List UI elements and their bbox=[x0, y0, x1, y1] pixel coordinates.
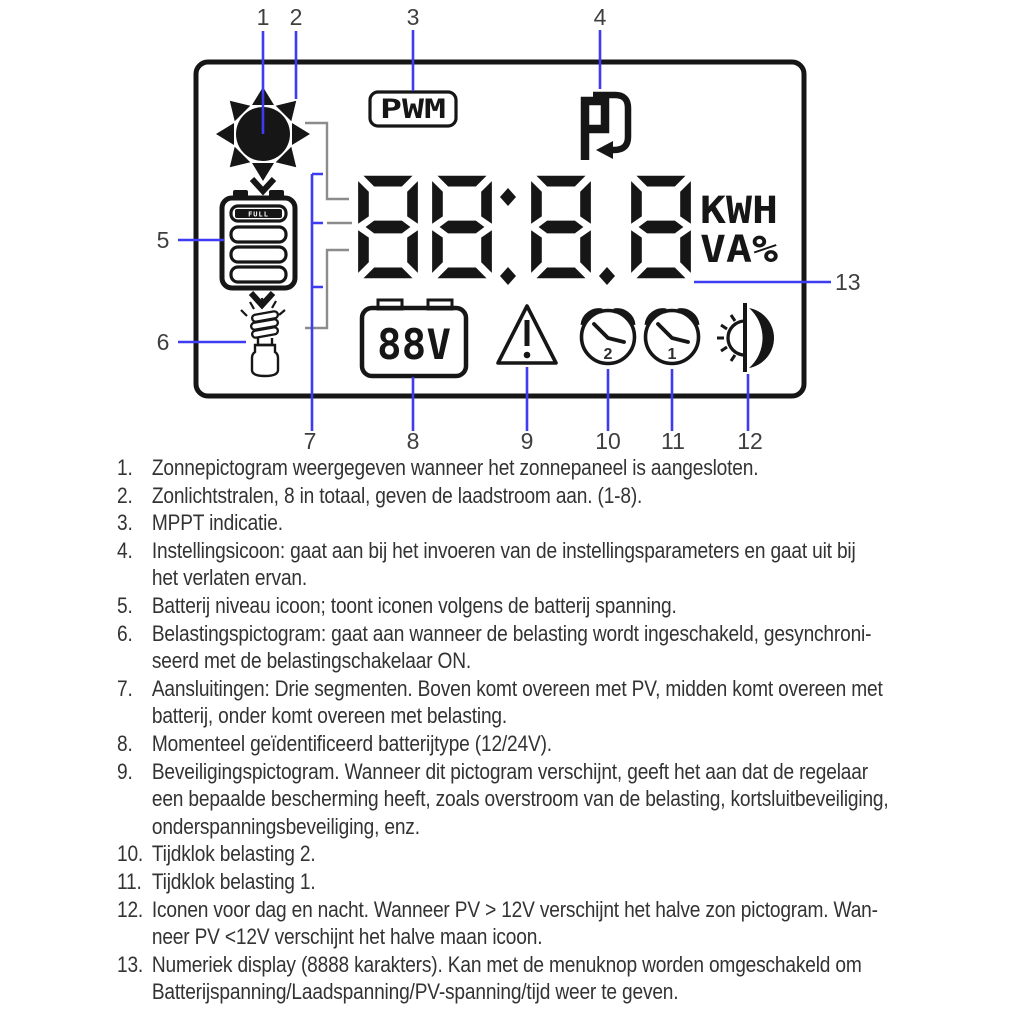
lcd-diagram bbox=[0, 0, 1024, 455]
legend-item bbox=[117, 951, 882, 1006]
legend-item-text: Batterijspanning/Laadspanning/PV-spanning/tijd weer te geven. bbox=[151, 979, 679, 1005]
legend-item-number: 2. bbox=[117, 482, 133, 508]
callout-label-5: 5 bbox=[156, 227, 170, 253]
legend-item bbox=[117, 896, 882, 951]
legend-item-number: 6. bbox=[117, 620, 133, 646]
pwm-label: PWM bbox=[380, 94, 446, 125]
callout-label-4: 4 bbox=[593, 4, 607, 30]
legend-item bbox=[117, 509, 882, 537]
callout-label-12: 12 bbox=[737, 428, 763, 454]
timer2-label: 2 bbox=[603, 346, 613, 363]
legend-item-number: 8. bbox=[117, 730, 133, 756]
callout-label-8: 8 bbox=[406, 428, 420, 454]
callout-label-13: 13 bbox=[835, 269, 861, 295]
legend-item bbox=[117, 537, 882, 592]
legend-item-text: Aansluitingen: Drie segmenten. Boven komt overeen met PV, midden komt overeen met bbox=[151, 675, 883, 701]
legend-item bbox=[117, 758, 889, 841]
legend-item bbox=[117, 840, 882, 868]
callout-label-9: 9 bbox=[520, 428, 534, 454]
legend-item bbox=[117, 675, 882, 730]
battery-full-label: FULL bbox=[248, 210, 269, 219]
battery-type-value: 88V bbox=[377, 320, 451, 369]
legend-list bbox=[117, 454, 889, 1006]
pwm-mode-indicator bbox=[370, 92, 456, 126]
legend-item-text: Tijdklok belasting 1. bbox=[151, 868, 316, 894]
legend-item bbox=[117, 454, 882, 482]
legend-item-number: 9. bbox=[117, 758, 133, 784]
legend-item-text: onderspanningsbeveiliging, enz. bbox=[151, 813, 420, 839]
callout-label-3: 3 bbox=[406, 4, 420, 30]
timer1-label: 1 bbox=[667, 346, 677, 363]
legend-item-text: Belastingspictogram: gaat aan wanneer de belasting wordt ingeschakeld, gesynchroni- bbox=[151, 620, 872, 646]
legend-item-text: neer PV <12V verschijnt het halve maan icoon. bbox=[151, 924, 543, 950]
legend-item-number: 7. bbox=[117, 675, 133, 701]
legend-item-text: het verlaten ervan. bbox=[151, 565, 308, 591]
callout-label-1: 1 bbox=[256, 4, 270, 30]
legend-item-text: Batterij niveau icoon; toont iconen volgens de batterij spanning. bbox=[151, 592, 677, 618]
legend-item-text: seerd met de belastingschakelaar ON. bbox=[151, 648, 472, 674]
callout-label-6: 6 bbox=[156, 329, 170, 355]
callout-label-10: 10 bbox=[595, 428, 621, 454]
legend-item-text: batterij, onder komt overeen met belasting. bbox=[151, 703, 508, 729]
legend-item-text: Iconen voor dag en nacht. Wanneer PV > 12V verschijnt het halve zon pictogram. Wan- bbox=[151, 896, 878, 922]
legend-item bbox=[117, 592, 882, 620]
legend-item-text: Momenteel geïdentificeerd batterijtype (12/24V). bbox=[151, 730, 552, 756]
legend-item-number: 12. bbox=[117, 896, 144, 922]
unit-label-kwh: KWH bbox=[700, 189, 778, 232]
legend-item bbox=[117, 868, 882, 896]
legend-item-text: Tijdklok belasting 2. bbox=[151, 841, 316, 867]
callout-label-2: 2 bbox=[289, 4, 303, 30]
legend-item-text: Zonnepictogram weergegeven wanneer het zonnepaneel is aangesloten. bbox=[151, 455, 759, 480]
legend-item-text: een bepaalde bescherming heeft, zoals overstroom van de belasting, kortsluitbeveiliging, bbox=[151, 786, 889, 812]
legend-item-number: 5. bbox=[117, 592, 133, 618]
legend-item-text: Zonlichtstralen, 8 in totaal, geven de laadstroom aan. (1-8). bbox=[151, 482, 643, 508]
legend-item-text: MPPT indicatie. bbox=[151, 510, 283, 536]
legend-item-number: 1. bbox=[117, 455, 133, 480]
legend-item-number: 4. bbox=[117, 537, 133, 563]
legend-item-number: 13. bbox=[117, 951, 144, 977]
callout-label-7: 7 bbox=[303, 428, 317, 454]
legend-item-text: Numeriek display (8888 karakters). Kan met de menuknop worden omgeschakeld om bbox=[151, 951, 862, 977]
legend-item-number: 3. bbox=[117, 510, 133, 536]
legend-item bbox=[117, 482, 882, 510]
unit-label-va-percent: VA% bbox=[700, 228, 779, 271]
legend-item bbox=[117, 730, 882, 758]
legend-item bbox=[117, 620, 882, 675]
legend-item-number: 10. bbox=[117, 841, 144, 867]
legend-item-text: Beveiligingspictogram. Wanneer dit pictogram verschijnt, geeft het aan dat de regelaar bbox=[151, 758, 868, 784]
legend-item-number: 11. bbox=[117, 868, 142, 894]
legend-item-text: Instellingsicoon: gaat aan bij het invoeren van de instellingsparameters en gaat uit bij bbox=[151, 537, 856, 563]
callout-label-11: 11 bbox=[661, 428, 685, 454]
